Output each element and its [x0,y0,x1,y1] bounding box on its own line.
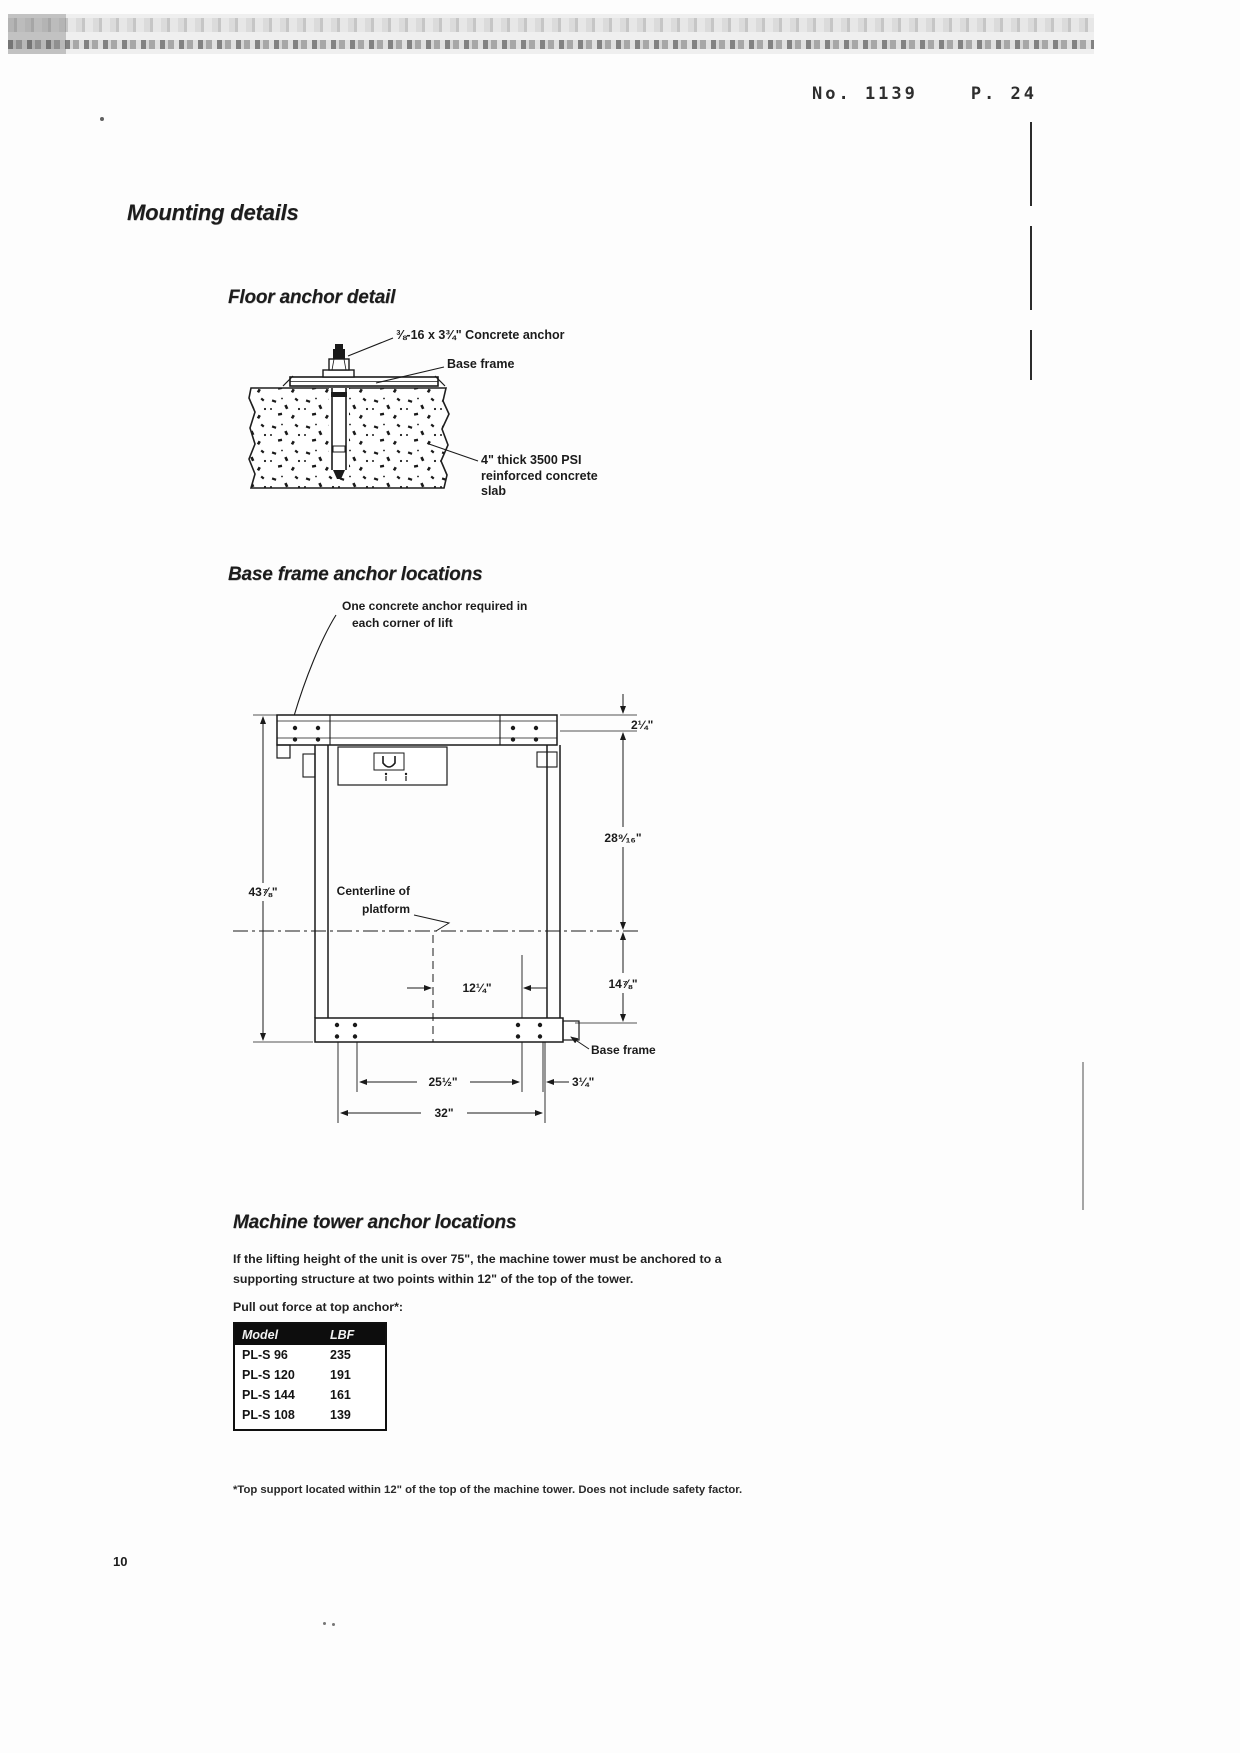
leader-line [571,1037,589,1049]
lbf-cell: 235 [330,1348,351,1362]
slab-label-line1: 4" thick 3500 PSI [481,453,582,467]
table-caption: Pull out force at top anchor*: [233,1300,404,1314]
base-frame-anchor-diagram [225,595,685,1135]
lbf-cell: 161 [330,1388,351,1402]
anchor-bolt-head [323,344,354,377]
dim-lower-right: 14⅞" [608,977,638,991]
scan-vertical-artifact [1030,122,1032,380]
dim-bottom-offset: 3¼" [572,1075,595,1089]
base-frame-plate [283,376,445,386]
anchor-spec-label: ⅜-16 x 3¾" Concrete anchor [396,328,565,342]
pullout-force-table [233,1322,387,1431]
section-heading-floor-anchor: Floor anchor detail [228,287,396,308]
scan-noise-band [8,14,1094,54]
model-cell: PL-S 144 [242,1388,295,1402]
dim-center: 12¼" [462,981,492,995]
col-header-model: Model [242,1327,279,1342]
table-row [235,1365,385,1385]
anchor-note-line2: each corner of lift [352,616,453,630]
table-row [235,1345,385,1365]
centerline-label-line2: platform [362,902,410,916]
leader-line [294,615,336,716]
leader-line [414,915,449,931]
dim-top-right: 2¼" [631,718,654,732]
dim-upper-right: 28⁹⁄₁₆" [604,831,642,845]
dim-left: 43⅞" [248,885,278,899]
scan-speck [100,117,104,121]
table-row [235,1405,385,1425]
model-cell: PL-S 96 [242,1348,288,1362]
anchor-note-line1: One concrete anchor required in [342,599,528,613]
leader-line [348,338,393,356]
section-heading-base-frame: Base frame anchor locations [228,564,483,585]
dim-bottom-overall: 32" [434,1106,454,1120]
fax-page-header: No. 1139 P. 24 [812,84,1037,104]
table-header-row [235,1324,385,1345]
lbf-cell: 191 [330,1368,351,1382]
scan-speck [323,1622,326,1625]
page-number: 10 [113,1554,128,1569]
section-heading-machine-tower: Machine tower anchor locations [233,1212,517,1233]
lbf-cell: 139 [330,1408,351,1422]
dim-bottom-inner: 25½" [428,1075,458,1089]
model-cell: PL-S 108 [242,1408,295,1422]
page-title: Mounting details [127,200,299,225]
base-frame-outline [277,715,579,1042]
table-footnote: *Top support located within 12" of the top of the machine tower. Does not include safety factor. [233,1484,743,1496]
slab-label-line2: reinforced concrete [481,469,598,483]
model-cell: PL-S 120 [242,1368,295,1382]
concrete-slab [249,388,449,488]
tower-body-line2: supporting structure at two points within 12" of the top of the tower. [233,1272,634,1286]
tower-body-line1: If the lifting height of the unit is over 75", the machine tower must be anchored to a [233,1252,722,1266]
centerline-label-line1: Centerline of [336,884,410,898]
col-header-lbf: LBF [330,1327,355,1342]
base-frame-label: Base frame [591,1043,656,1057]
floor-anchor-diagram [235,318,705,533]
base-frame-label: Base frame [447,357,515,371]
table-row [235,1385,385,1405]
slab-label-line3: slab [481,484,507,498]
scan-vertical-artifact [1082,1062,1084,1210]
